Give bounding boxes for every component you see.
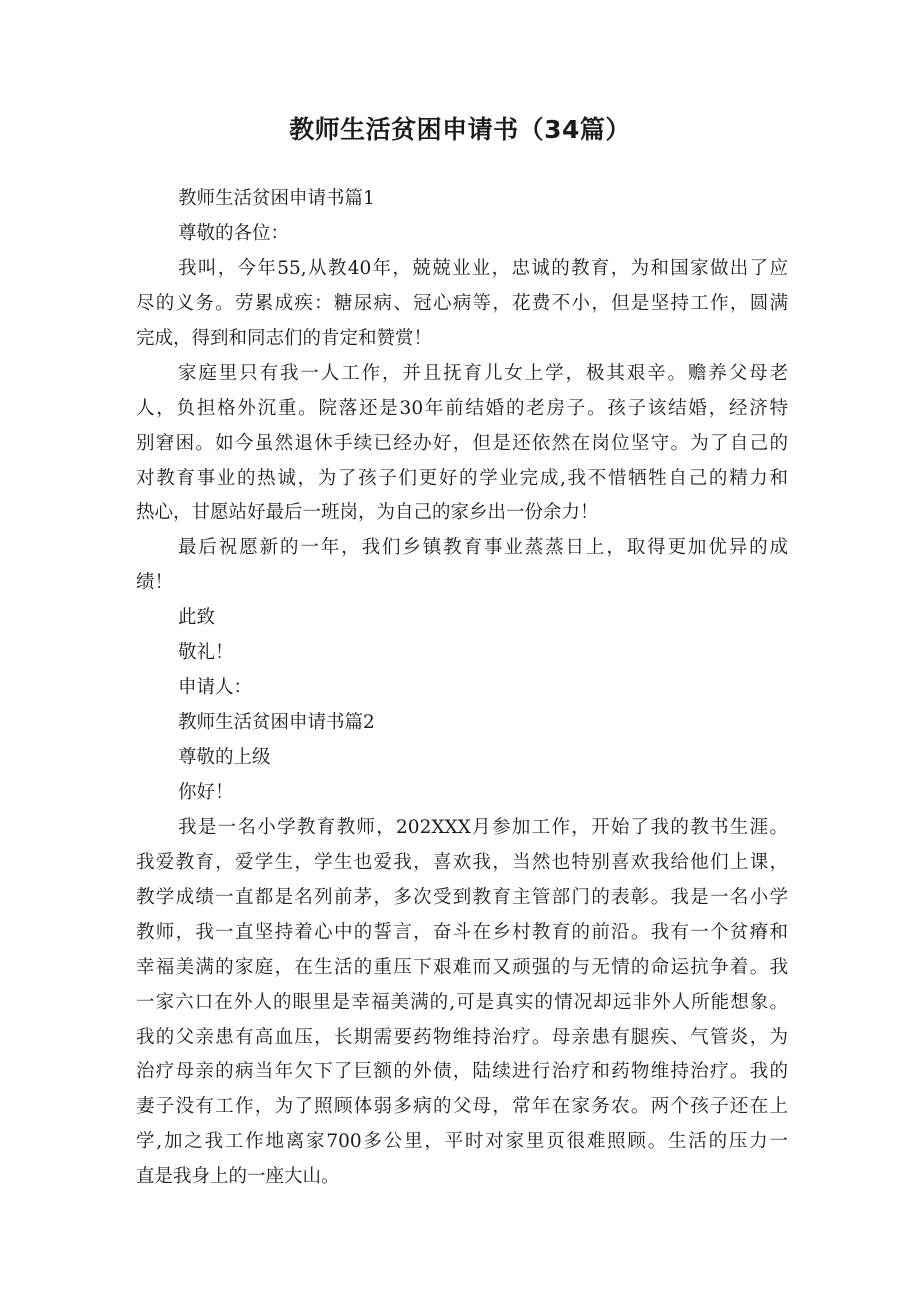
text-line: 我的父亲患有高血压，长期需要药物维持治疗。母亲患有腿疾、气管炎，为 (136, 1026, 788, 1048)
text-line: 我爱教育，爱学生，学生也爱我，喜欢我，当然也特别喜欢我给他们上课， (136, 851, 788, 873)
text-line: 对教育事业的热诚，为了孩子们更好的学业完成,我不惜牺牲自己的精力和 (136, 467, 788, 489)
text-line: 教学成绩一直都是名列前茅，多次受到教育主管部门的表彰。我是一名小学 (136, 886, 788, 908)
text-line: 教师，我一直坚持着心中的誓言，奋斗在乡村教育的前沿。我有一个贫瘠和 (136, 921, 788, 943)
text-line: 完成，得到和同志们的肯定和赞赏！ (136, 327, 433, 349)
text-line: 最后祝愿新的一年，我们乡镇教育事业蒸蒸日上，取得更加优异的成 (178, 537, 788, 559)
text-line: 妻子没有工作，为了照顾体弱多病的父母，常年在家务农。两个孩子还在上 (136, 1096, 788, 1118)
text-line: 教师生活贫困申请书篇2 (178, 712, 375, 734)
text-line: 你好！ (178, 781, 234, 803)
text-line: 幸福美满的家庭，在生活的重压下艰难而又顽强的与无情的命运抗争着。我 (136, 956, 788, 978)
text-line: 别窘困。如今虽然退休手续已经办好，但是还依然在岗位坚守。为了自己的 (136, 432, 788, 454)
text-line: 治疗母亲的病当年欠下了巨额的外债，陆续进行治疗和药物维持治疗。我的 (136, 1061, 788, 1083)
text-line: 敬礼！ (178, 642, 234, 664)
text-line: 直是我身上的一座大山。 (136, 1166, 340, 1188)
text-line: 申请人： (178, 677, 253, 699)
text-line: 一家六口在外人的眼里是幸福美满的,可是真实的情况却远非外人所能想象。 (136, 991, 788, 1013)
text-line: 绩！ (136, 572, 174, 594)
text-line: 学,加之我工作地离家700多公里，平时对家里页很难照顾。生活的压力一 (136, 1131, 788, 1153)
text-line: 人，负担格外沉重。院落还是30年前结婚的老房子。孩子该结婚，经济特 (136, 397, 788, 419)
text-line: 尊敬的上级 (178, 747, 271, 768)
text-line: 我叫，今年55,从教40年，兢兢业业，忠诚的教育，为和国家做出了应 (178, 257, 788, 279)
text-line: 尽的义务。劳累成疾：糖尿病、冠心病等，花费不小，但是坚持工作，圆满 (136, 292, 788, 314)
text-line: 教师生活贫困申请书篇1 (178, 188, 375, 209)
text-line: 我是一名小学教育教师，202XXX月参加工作，开始了我的教书生涯。 (178, 816, 788, 838)
document-title: 教师生活贫困申请书（34篇） (289, 115, 631, 144)
document-body (136, 182, 788, 1195)
text-line: 热心，甘愿站好最后一班岗，为自己的家乡出一份余力！ (136, 502, 599, 524)
text-line: 尊敬的各位： (178, 222, 290, 244)
text-line: 家庭里只有我一人工作，并且抚育儿女上学，极其艰辛。赡养父母老 (178, 362, 788, 384)
text-line: 此致 (178, 607, 216, 629)
